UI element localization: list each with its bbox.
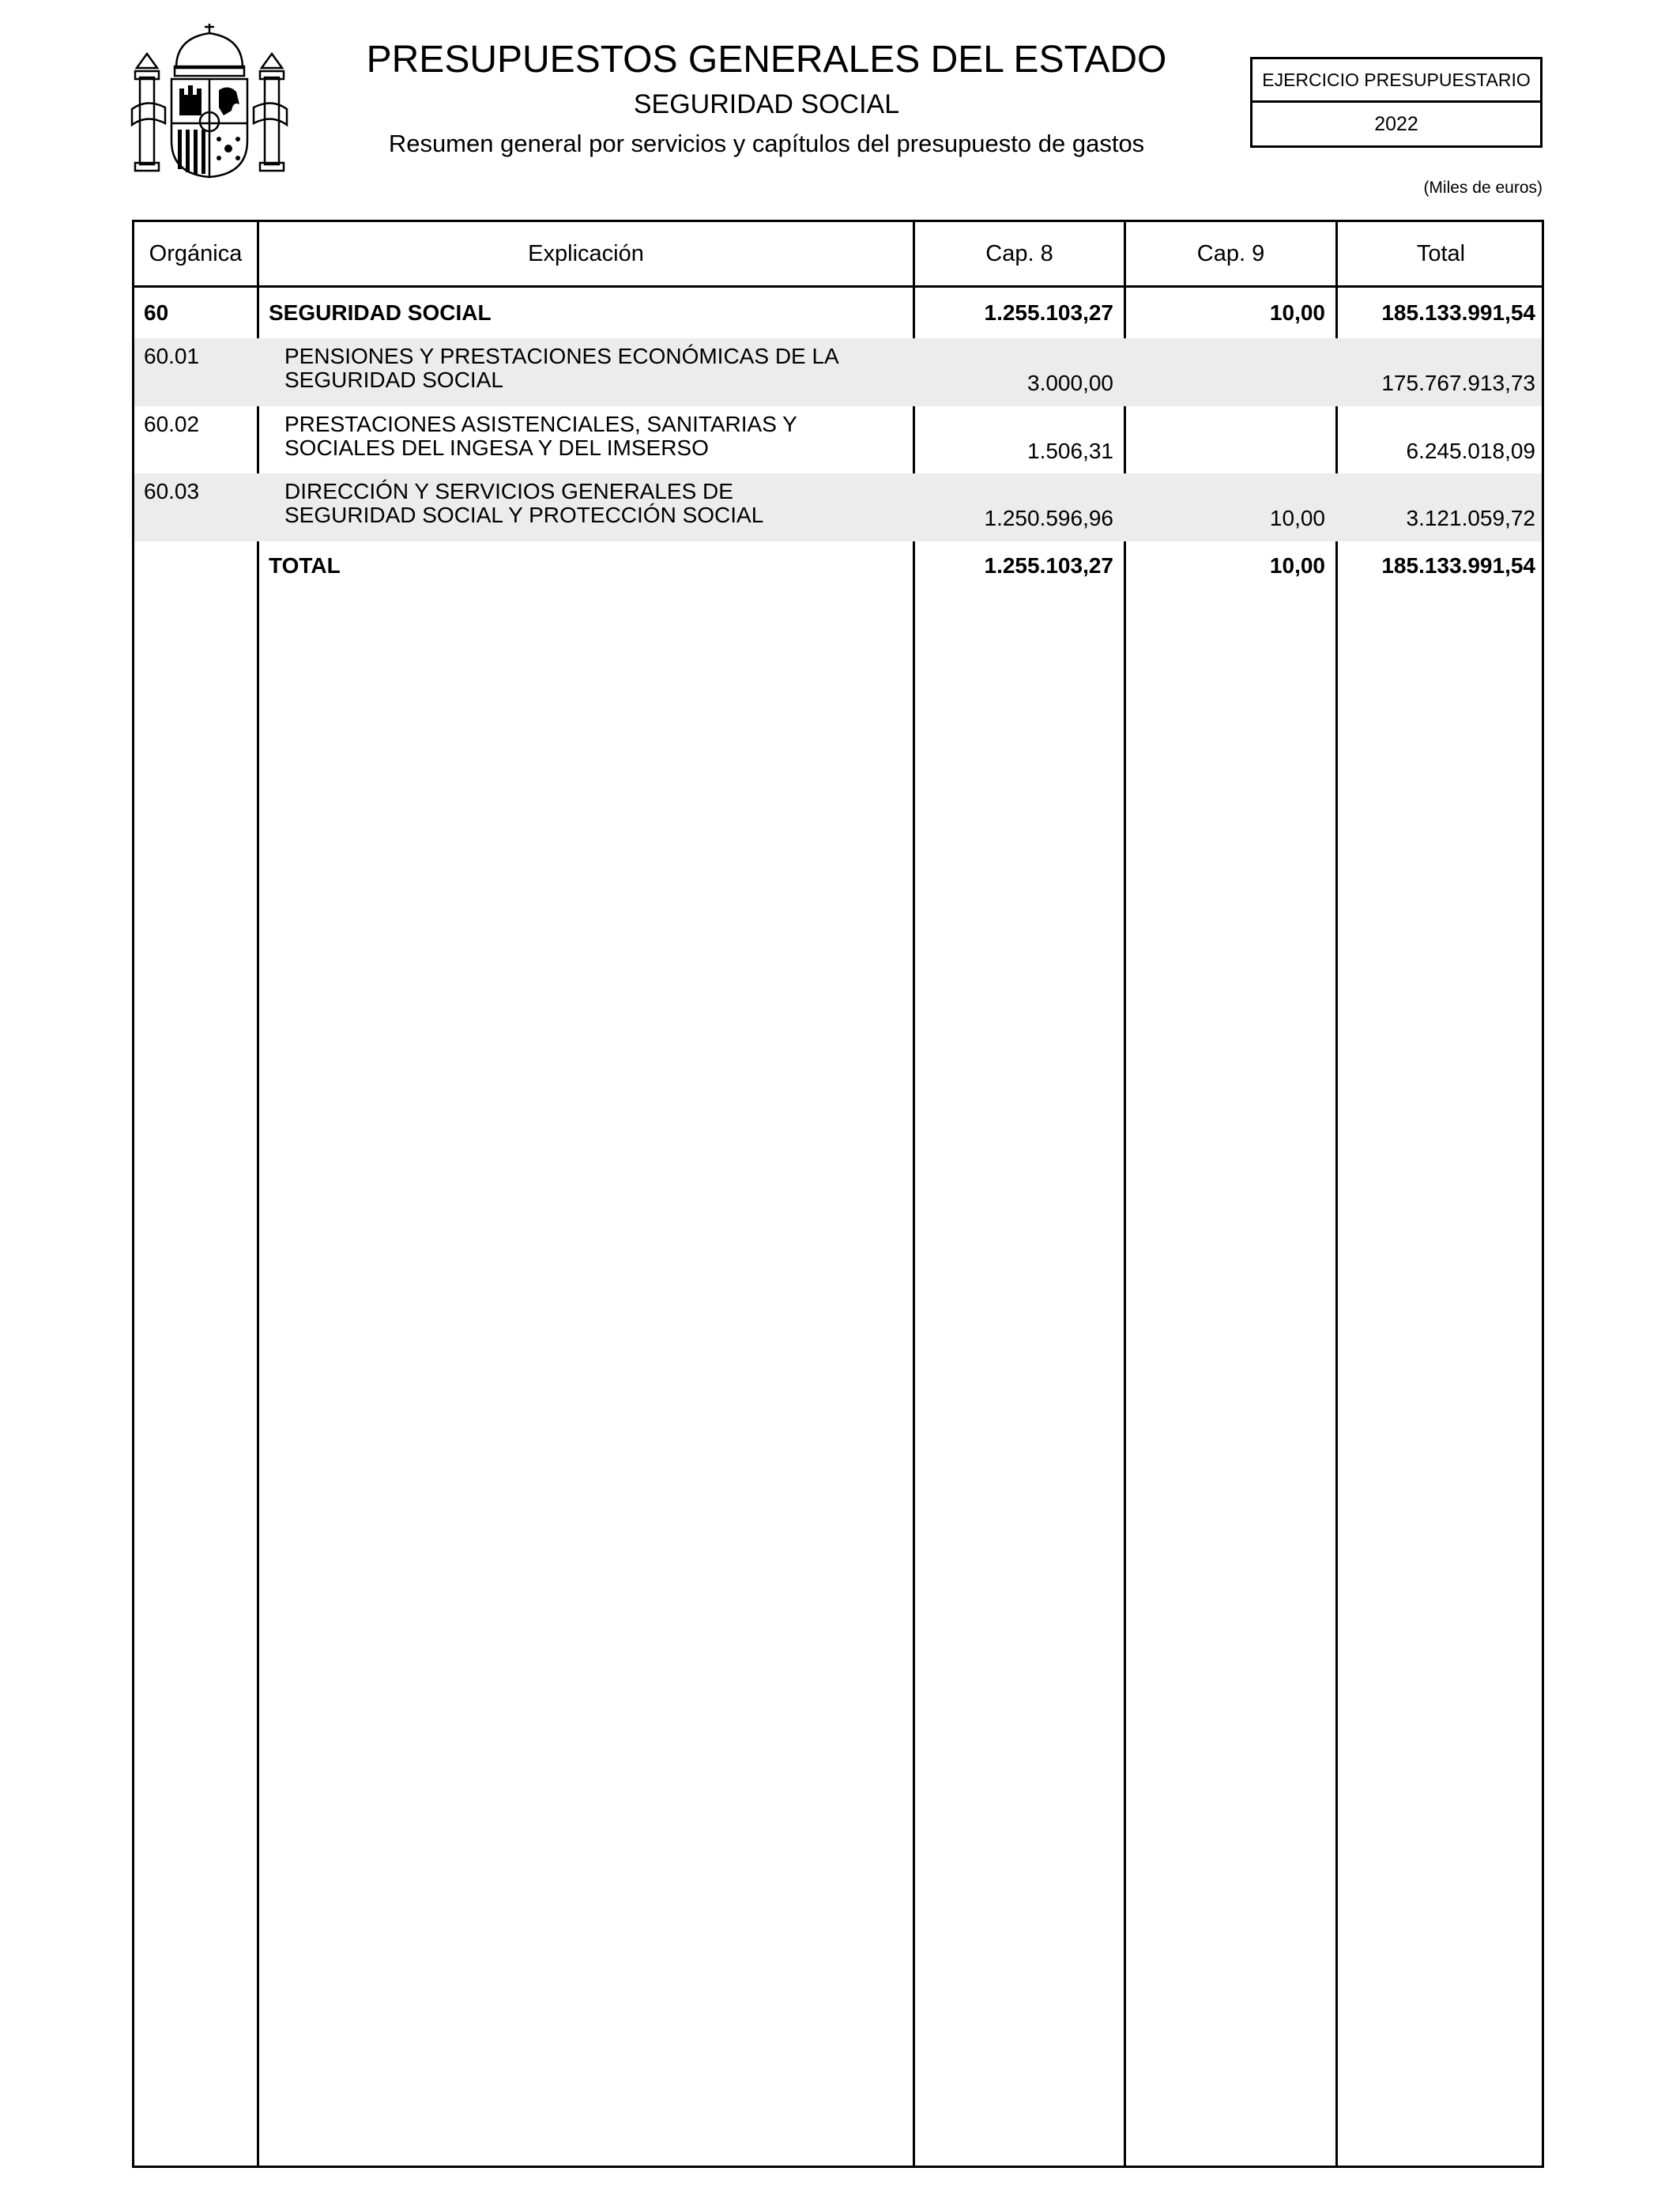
column-header-cap9: Cap. 9 [1196, 241, 1265, 266]
row-description-line1: PRESTACIONES ASISTENCIALES, SANITARIAS Y [284, 412, 797, 436]
units-note: (Miles de euros) [1423, 179, 1543, 197]
row-total: 6.245.018,09 [1406, 439, 1535, 463]
fiscal-year-box [1250, 57, 1543, 148]
row-total: 3.121.059,72 [1406, 506, 1535, 530]
row-description-line2: SEGURIDAD SOCIAL [284, 368, 503, 392]
coat-of-arms-icon [130, 22, 288, 180]
column-header-explicacion: Explicación [528, 241, 644, 266]
document-subtitle: SEGURIDAD SOCIAL [633, 89, 900, 119]
row-cap9: 10,00 [1269, 300, 1325, 325]
table-row [134, 406, 1542, 473]
table-row [134, 473, 1542, 541]
table-row [134, 338, 1542, 406]
column-header-total: Total [1416, 241, 1466, 266]
document-title: PRESUPUESTOS GENERALES DEL ESTADO [366, 39, 1167, 81]
row-description-line2: SOCIALES DEL INGESA Y DEL IMSERSO [284, 435, 709, 460]
table-header [134, 222, 1542, 288]
row-code: 60 [144, 300, 169, 325]
row-total: 175.767.913,73 [1381, 371, 1535, 395]
document-description: Resumen general por servicios y capítulos del presupuesto de gastos [388, 130, 1145, 157]
fiscal-year-label: EJERCICIO PRESUPUESTARIO [1252, 59, 1540, 103]
row-cap9: 10,00 [1269, 506, 1325, 530]
row-code: 60.01 [144, 344, 200, 368]
budget-table [132, 220, 1544, 2168]
row-total: 185.133.991,54 [1381, 553, 1535, 578]
row-code: 60.02 [144, 412, 200, 436]
row-cap9: 10,00 [1269, 553, 1325, 578]
table-total-row [134, 541, 1542, 589]
column-header-organica: Orgánica [149, 241, 243, 266]
row-description: TOTAL [269, 553, 341, 578]
row-cap8: 1.250.596,96 [984, 506, 1113, 530]
column-header-cap8: Cap. 8 [985, 241, 1053, 266]
row-total: 185.133.991,54 [1381, 300, 1535, 325]
row-cap8: 1.255.103,27 [984, 300, 1113, 325]
row-description: SEGURIDAD SOCIAL [269, 300, 492, 325]
row-description-line1: PENSIONES Y PRESTACIONES ECONÓMICAS DE LA [284, 344, 839, 368]
row-cap8: 1.506,31 [1027, 439, 1113, 463]
row-code: 60.03 [144, 479, 200, 503]
row-cap8: 1.255.103,27 [984, 553, 1113, 578]
row-description-line2: SEGURIDAD SOCIAL Y PROTECCIÓN SOCIAL [284, 503, 764, 527]
table-row [134, 290, 1542, 338]
row-description-line1: DIRECCIÓN Y SERVICIOS GENERALES DE [284, 479, 733, 503]
row-cap8: 3.000,00 [1027, 371, 1113, 395]
fiscal-year-value: 2022 [1374, 113, 1418, 135]
